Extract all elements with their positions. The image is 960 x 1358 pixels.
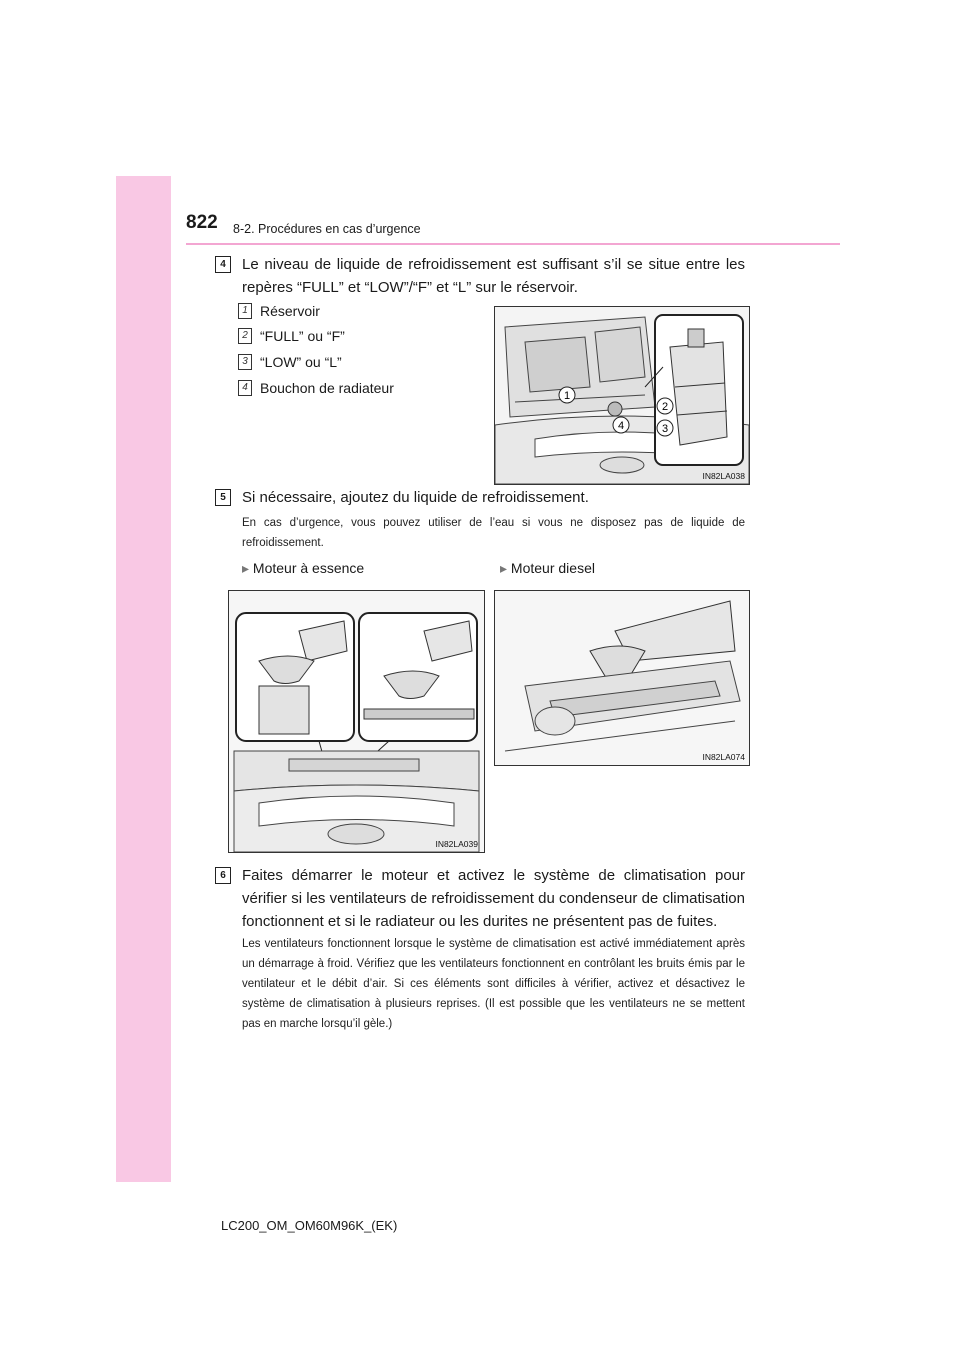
callout-2: 2 bbox=[661, 401, 669, 413]
page-number: 822 bbox=[186, 212, 218, 233]
header-divider bbox=[186, 243, 840, 245]
item-number-4: 4 bbox=[238, 380, 252, 396]
item-label-radiator-cap: Bouchon de radiateur bbox=[260, 380, 394, 396]
item-label-full: “FULL” ou “F” bbox=[260, 328, 345, 344]
triangle-bullet-icon: ▸ bbox=[242, 560, 250, 576]
callout-1: 1 bbox=[563, 390, 571, 402]
triangle-bullet-icon: ▸ bbox=[500, 560, 508, 576]
item-number-3: 3 bbox=[238, 354, 252, 370]
step-badge-6: 6 bbox=[215, 867, 231, 884]
step-6-text: Faites démarrer le moteur et activez le système de climatisation pour vérifier si les ventilateurs de refroidissement du condenseur de climatisation fonctionnent et si le radiateur ou les durites ne présentent pas de fuites. bbox=[242, 867, 745, 930]
figure-code: IN82LA038 bbox=[702, 471, 745, 481]
item-label-low: “LOW” ou “L” bbox=[260, 354, 342, 370]
petrol-engine-figure bbox=[228, 590, 485, 853]
callout-4: 4 bbox=[617, 420, 625, 432]
step-5-text: Si nécessaire, ajoutez du liquide de refroidissement. bbox=[242, 489, 589, 506]
diesel-engine-figure bbox=[494, 590, 750, 766]
section-title: 8-2. Procédures en cas d’urgence bbox=[233, 222, 421, 236]
engine-bay-illustration bbox=[495, 307, 749, 484]
diesel-engine-heading: ▸ Moteur diesel bbox=[500, 560, 595, 576]
item-number-2: 2 bbox=[238, 328, 252, 344]
step-5-note: En cas d’urgence, vous pouvez utiliser de l’eau si vous ne disposez pas de liquide de refroidissement. bbox=[242, 517, 745, 549]
step-badge-4: 4 bbox=[215, 256, 231, 273]
document-code: LC200_OM_OM60M96K_(EK) bbox=[221, 1218, 398, 1233]
step-badge-5: 5 bbox=[215, 489, 231, 506]
petrol-engine-heading: ▸ Moteur à essence bbox=[242, 560, 365, 576]
item-number-1: 1 bbox=[238, 303, 252, 319]
engine-bay-figure bbox=[494, 306, 750, 485]
step-6-note: Les ventilateurs fonctionnent lorsque le système de climatisation est activé immédiatement après un démarrage à froid. Vérifiez que les ventilateurs fonctionnent en contrôlant les bruits émis par le ventilateur et le débit d’air. Si ces éléments sont difficiles à vérifier, activez et désactivez le système de climatisation à plusieurs reprises. (Il est possible que les ventilateurs ne se mettent pas en marche lorsqu’il gèle.) bbox=[242, 938, 745, 1030]
chapter-sidebar-tab bbox=[116, 176, 171, 1182]
figure-code-petrol: IN82LA039 bbox=[435, 839, 478, 849]
step-4-text: Le niveau de liquide de refroidissement est suffisant s’il se situe entre les repères “FULL” et “LOW”/“F” et “L” sur le réservoir. bbox=[242, 256, 745, 296]
item-label-reservoir: Réservoir bbox=[260, 303, 320, 319]
callout-3: 3 bbox=[661, 423, 669, 435]
diesel-refill-illustration bbox=[495, 591, 749, 765]
figure-code-diesel: IN82LA074 bbox=[702, 752, 745, 762]
petrol-refill-illustration bbox=[229, 591, 484, 852]
